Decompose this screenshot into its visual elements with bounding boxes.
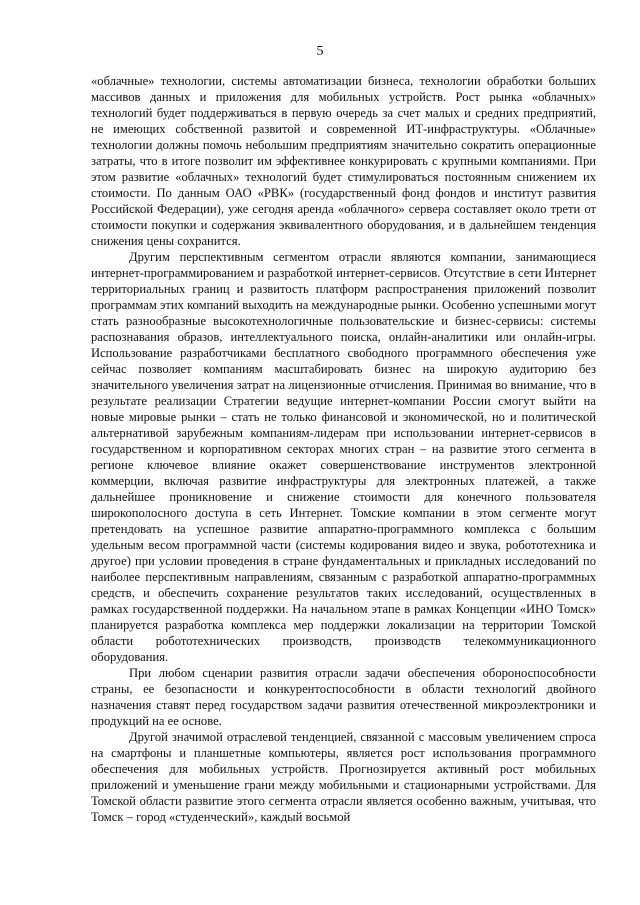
paragraph-cloud-technologies: «облачные» технологии, системы автоматизации бизнеса, технологии обработки больших массивов данных и приложения для мобильных устройств. Рост рынка «облачных» технологий будет поддерживаться в первую очередь за счет малых и средних предприятий, не имеющих собственной развитой и современной ИТ-инфраструктуры. «Облачные» технологии должны помочь небольшим предприятиям значительно сократить операционные затраты, что в итоге позволит им эффективнее конкурировать с крупными компаниями. При этом развитие «облачных» технологий будет стимулироваться постоянным снижением их стоимости. По данным ОАО «РВК» (государственный фонд фондов и институт развития Российской Федерации), уже сегодня аренда «облачного» сервера составляет около трети от стоимости покупки и содержания эквивалентного оборудования, и в дальнейшем тенденция снижения цены сохранится. (91, 74, 596, 248)
body-text (91, 73, 596, 825)
page-number: 5 (316, 44, 324, 59)
paragraph-mobile-software: Другой значимой отраслевой тенденцией, связанной с массовым увеличением спроса на смартфоны и планшетные компьютеры, является рост использования программного обеспечения для мобильных устройств. Прогнозируется активный рост мобильных приложений и уменьшение грани между мобильными и стационарными устройствами. Для Томской области развитие этого сегмента отрасли является особенно важным, учитывая, что Томск – город «студенческий», каждый восьмой (91, 730, 596, 824)
paragraph-internet-programming: Другим перспективным сегментом отрасли являются компании, занимающиеся интернет-программированием и разработкой интернет-сервисов. Отсутствие в сети Интернет территориальных границ и развитость платформ распространения приложений позволит программам этих компаний выходить на международные рынки. Особенно успешными могут стать разнообразные высокотехнологичные пользовательские и бизнес-сервисы: системы распознавания образов, интеллектуального поиска, онлайн-аналитики или онлайн-игры. Использование разработчиками бесплатного свободного программного обеспечения уже сейчас позволяет компаниям масштабировать бизнес на широкую аудиторию без значительного увеличения затрат на лицензионные отчисления. Принимая во внимание, что в результате реализации Стратегии ведущие интернет-компании России смогут выйти на новые мировые рынки – стать не только финансовой и экономической, но и политической альтернативой зарубежным компаниям-лидерам при использовании интернет-сервисов в государственном и корпоративном секторах многих стран – на развитие этого сегмента в регионе ключевое влияние окажет совершенствование инструментов электронной коммерции, включая развитие инфраструктуры для электронных платежей, а также дальнейшее проникновение и снижение стоимости для конечного пользователя широкополосного доступа в сеть Интернет. Томские компании в этом сегменте могут претендовать на успешное развитие аппаратно-программного комплекса с большим удельным весом программной части (системы кодирования видео и звука, робототехника и другое) при условии проведения в стране фундаментальных и прикладных исследований по наиболее перспективным направлениям, связанным с разработкой аппаратно-программных средств, и обеспечить сохранение результатов таких исследований, осуществленных в рамках государственной поддержки. На начальном этапе в рамках Концепции «ИНО Томск» планируется разработка комплекса мер поддержки локализации на территории Томской области робототехнических производств, производств телекоммуникационного оборудования. (91, 250, 596, 664)
paragraph-defense-microelectronics: При любом сценарии развития отрасли задачи обеспечения обороноспособности страны, ее безопасности и конкурентоспособности в области технологий двойного назначения ставят перед государством задачи развития отечественной микроэлектроники и продукций на ее основе. (91, 666, 596, 728)
